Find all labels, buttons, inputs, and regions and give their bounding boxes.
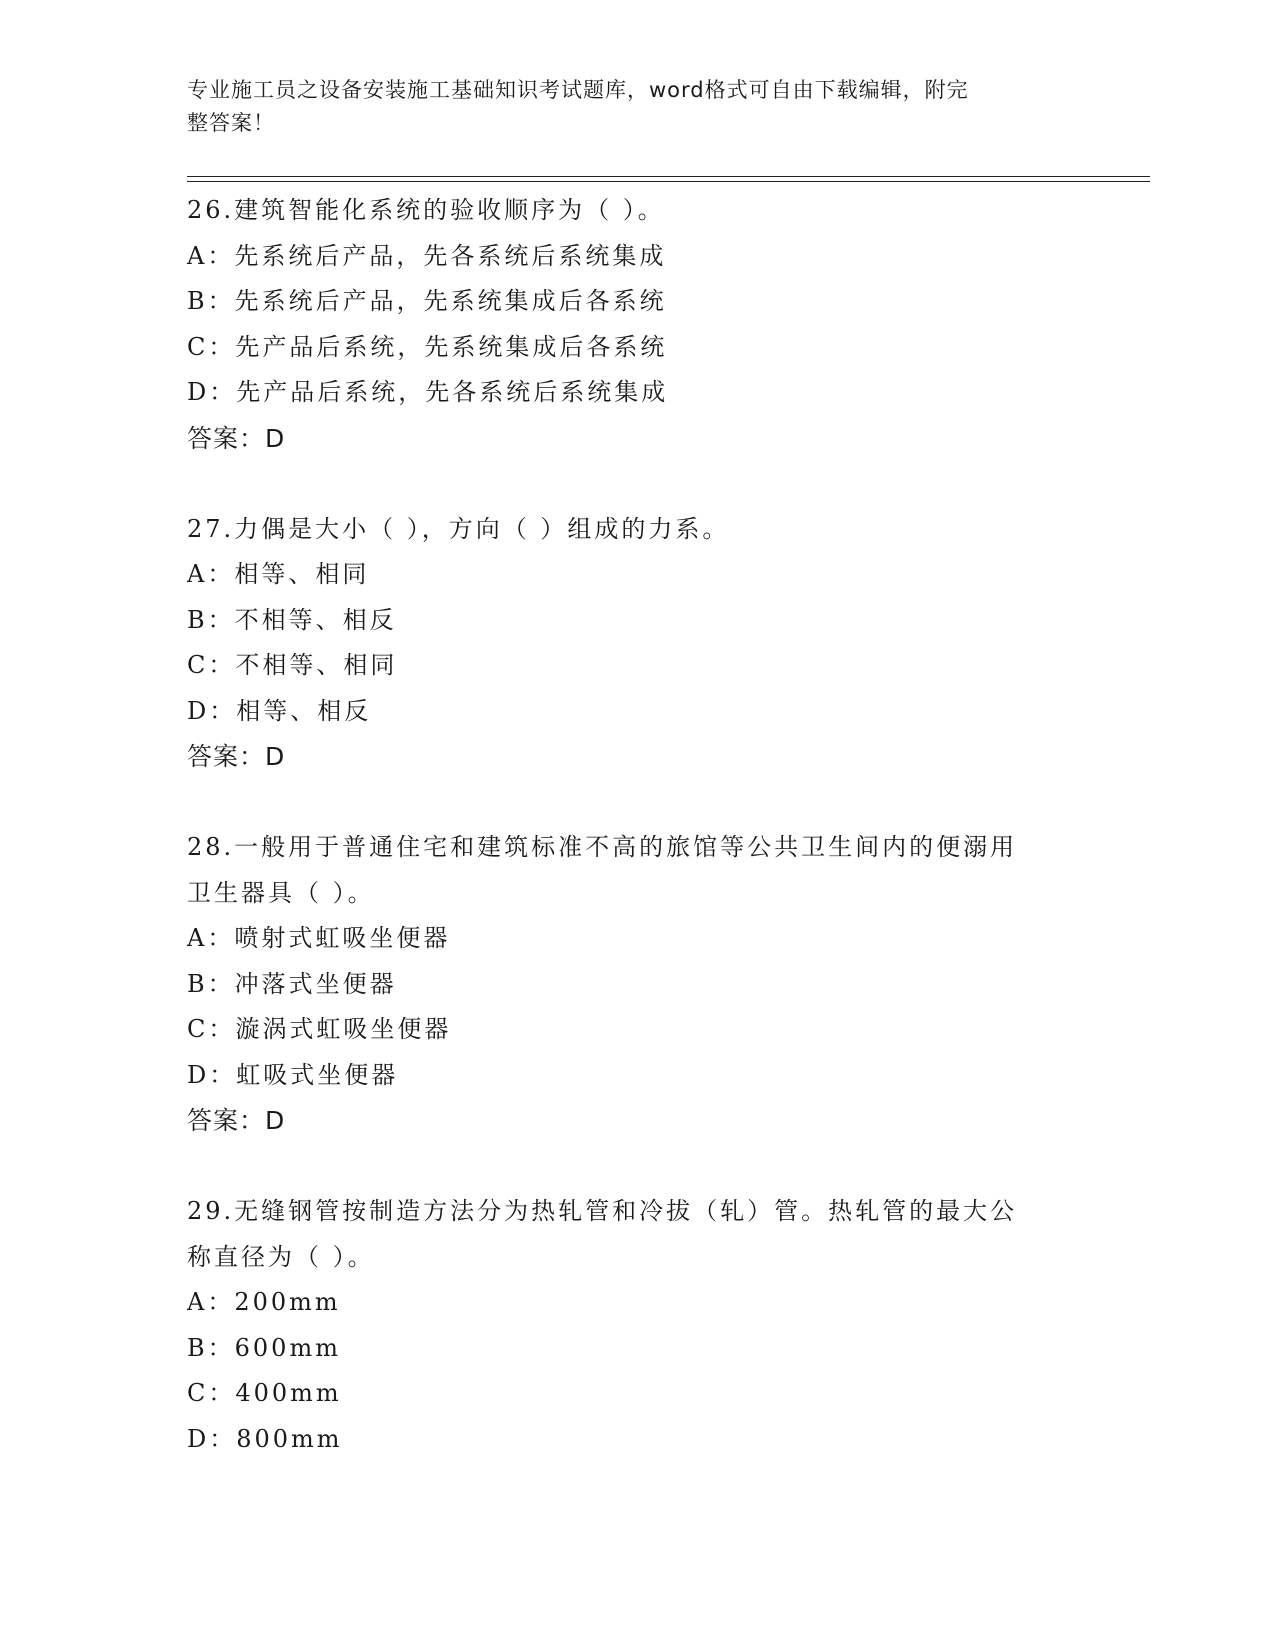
question-stem-continued: 卫生器具（ ）。 <box>187 878 375 907</box>
spacer <box>187 1144 1087 1190</box>
header-line-1: 专业施工员之设备安装施工基础知识考试题库，word格式可自由下载编辑，附完 <box>187 78 969 102</box>
spacer <box>187 780 1087 826</box>
option-b: B：不相等、相反 <box>187 605 397 634</box>
spacer <box>187 461 1087 507</box>
header-divider-bottom <box>187 181 1150 182</box>
option-a: A：先系统后产品，先各系统后系统集成 <box>187 241 667 270</box>
option-c: C：先产品后系统，先系统集成后各系统 <box>187 332 668 361</box>
option-b: B：冲落式坐便器 <box>187 969 397 998</box>
question-stem-continued: 称直径为（ ）。 <box>187 1242 375 1271</box>
answer-line: 答案：D <box>187 423 286 453</box>
question-stem: 29.无缝钢管按制造方法分为热轧管和冷拔（轧）管。热轧管的最大公 <box>187 1197 1018 1225</box>
option-a: A：喷射式虹吸坐便器 <box>187 924 451 952</box>
option-d: D：先产品后系统，先各系统后系统集成 <box>187 378 669 406</box>
header-line-2: 整答案！ <box>187 111 275 135</box>
header-divider-top <box>187 176 1150 177</box>
option-c: C：漩涡式虹吸坐便器 <box>187 1015 452 1043</box>
question-list <box>187 188 1087 1462</box>
document-header <box>187 74 1067 140</box>
option-d: D：相等、相反 <box>187 696 372 725</box>
question-stem: 26.建筑智能化系统的验收顺序为（ ）。 <box>187 196 665 224</box>
question-27 <box>187 507 1087 780</box>
option-b: B：600mm <box>187 1333 341 1362</box>
question-28 <box>187 825 1087 1144</box>
question-stem: 27.力偶是大小（ ），方向（ ）组成的力系。 <box>187 514 730 543</box>
answer-line: 答案：D <box>187 1106 286 1135</box>
question-29 <box>187 1189 1087 1462</box>
option-c: C：400mm <box>187 1379 342 1407</box>
option-d: D：800mm <box>187 1424 343 1453</box>
option-b: B：先系统后产品，先系统集成后各系统 <box>187 287 667 315</box>
option-a: A：200mm <box>187 1288 341 1316</box>
answer-line: 答案：D <box>187 742 286 771</box>
question-26 <box>187 188 1087 461</box>
option-d: D：虹吸式坐便器 <box>187 1060 399 1089</box>
option-c: C：不相等、相同 <box>187 651 398 679</box>
question-stem: 28.一般用于普通住宅和建筑标准不高的旅馆等公共卫生间内的便溺用 <box>187 833 1018 861</box>
option-a: A：相等、相同 <box>187 560 370 588</box>
